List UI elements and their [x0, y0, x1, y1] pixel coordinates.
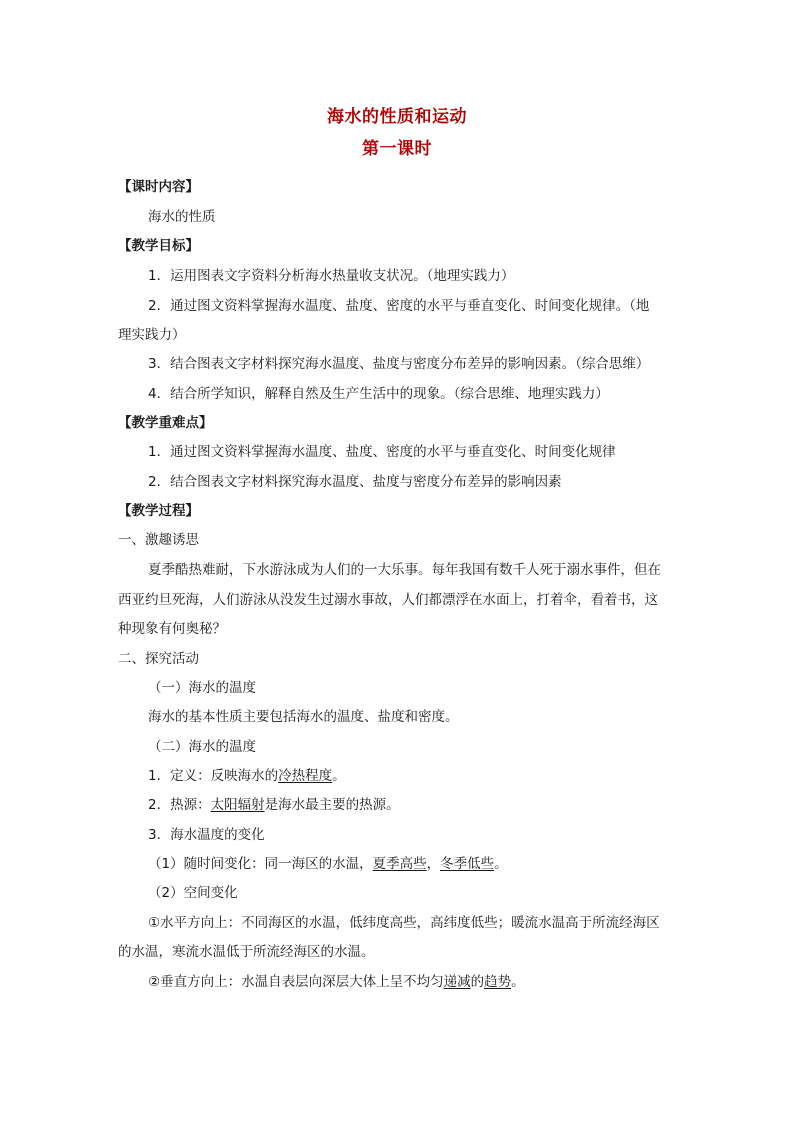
subsection-title: （一）海水的温度	[148, 680, 256, 696]
heat-source-line: 2．热源：太阳辐射是海水最主要的热源。	[148, 797, 400, 813]
section-header-content: 【课时内容】	[118, 179, 199, 195]
document-title: 海水的性质和运动	[327, 107, 467, 127]
paragraph-line: 海水的基本性质主要包括海水的温度、盐度和密度。	[148, 709, 459, 725]
document-subtitle: 第一课时	[362, 139, 432, 159]
goal-item: 1．运用图表文字资料分析海水热量收支状况。（地理实践力）	[148, 268, 515, 284]
underlined-term: 冬季低些	[440, 856, 495, 872]
paragraph-line: 3．海水温度的变化	[148, 827, 265, 843]
time-change-line: （1）随时间变化：同一海区的水温，夏季高些，冬季低些。	[148, 856, 508, 872]
section-header-process: 【教学过程】	[118, 503, 199, 519]
paragraph-line: ①水平方向上：不同海区的水温，低纬度高些，高纬度低些；暖流水温高于所流经海区	[148, 915, 660, 931]
process-part-title: 二、探究活动	[118, 651, 199, 667]
paragraph-line: （2）空间变化	[148, 885, 238, 901]
definition-line: 1．定义：反映海水的冷热程度。	[148, 768, 346, 784]
section-header-goals: 【教学目标】	[118, 238, 199, 254]
process-part-title: 一、激趣诱思	[118, 532, 199, 548]
paragraph-line: 种现象有何奥秘？	[118, 621, 226, 637]
subsection-title: （二）海水的温度	[148, 739, 256, 755]
goal-item-continued: 理实践力）	[118, 327, 186, 343]
keypoint-item: 2．结合图表文字材料探究海水温度、盐度与密度分布差异的影响因素	[148, 474, 562, 490]
goal-item: 2．通过图文资料掌握海水温度、盐度、密度的水平与垂直变化、时间变化规律。（地	[148, 298, 650, 314]
underlined-term: 冷热程度	[278, 768, 333, 784]
underlined-term: 太阳辐射	[210, 797, 265, 813]
section-header-keypoints: 【教学重难点】	[118, 415, 213, 431]
paragraph-line: 的水温，寒流水温低于所流经海区的水温。	[118, 944, 375, 960]
underlined-term: 夏季高些	[372, 856, 427, 872]
underlined-term: 递减	[443, 974, 471, 990]
content-text: 海水的性质	[148, 209, 216, 225]
keypoint-item: 1．通过图文资料掌握海水温度、盐度、密度的水平与垂直变化、时间变化规律	[148, 444, 616, 460]
paragraph-line: 西亚约旦死海，人们游泳从没发生过溺水事故，人们都漂浮在水面上，打着伞，看着书，这	[118, 592, 658, 608]
goal-item: 3．结合图表文字材料探究海水温度、盐度与密度分布差异的影响因素。（综合思维）	[148, 356, 650, 372]
underlined-term: 趋势	[484, 974, 512, 990]
goal-item: 4．结合所学知识，解释自然及生产生活中的现象。（综合思维、地理实践力）	[148, 386, 609, 402]
paragraph-line: 夏季酷热难耐，下水游泳成为人们的一大乐事。每年我国有数千人死于溺水事件，但在	[148, 562, 661, 578]
vertical-change-line: ②垂直方向上：水温自表层向深层大体上呈不均匀递减的趋势。	[148, 974, 525, 990]
